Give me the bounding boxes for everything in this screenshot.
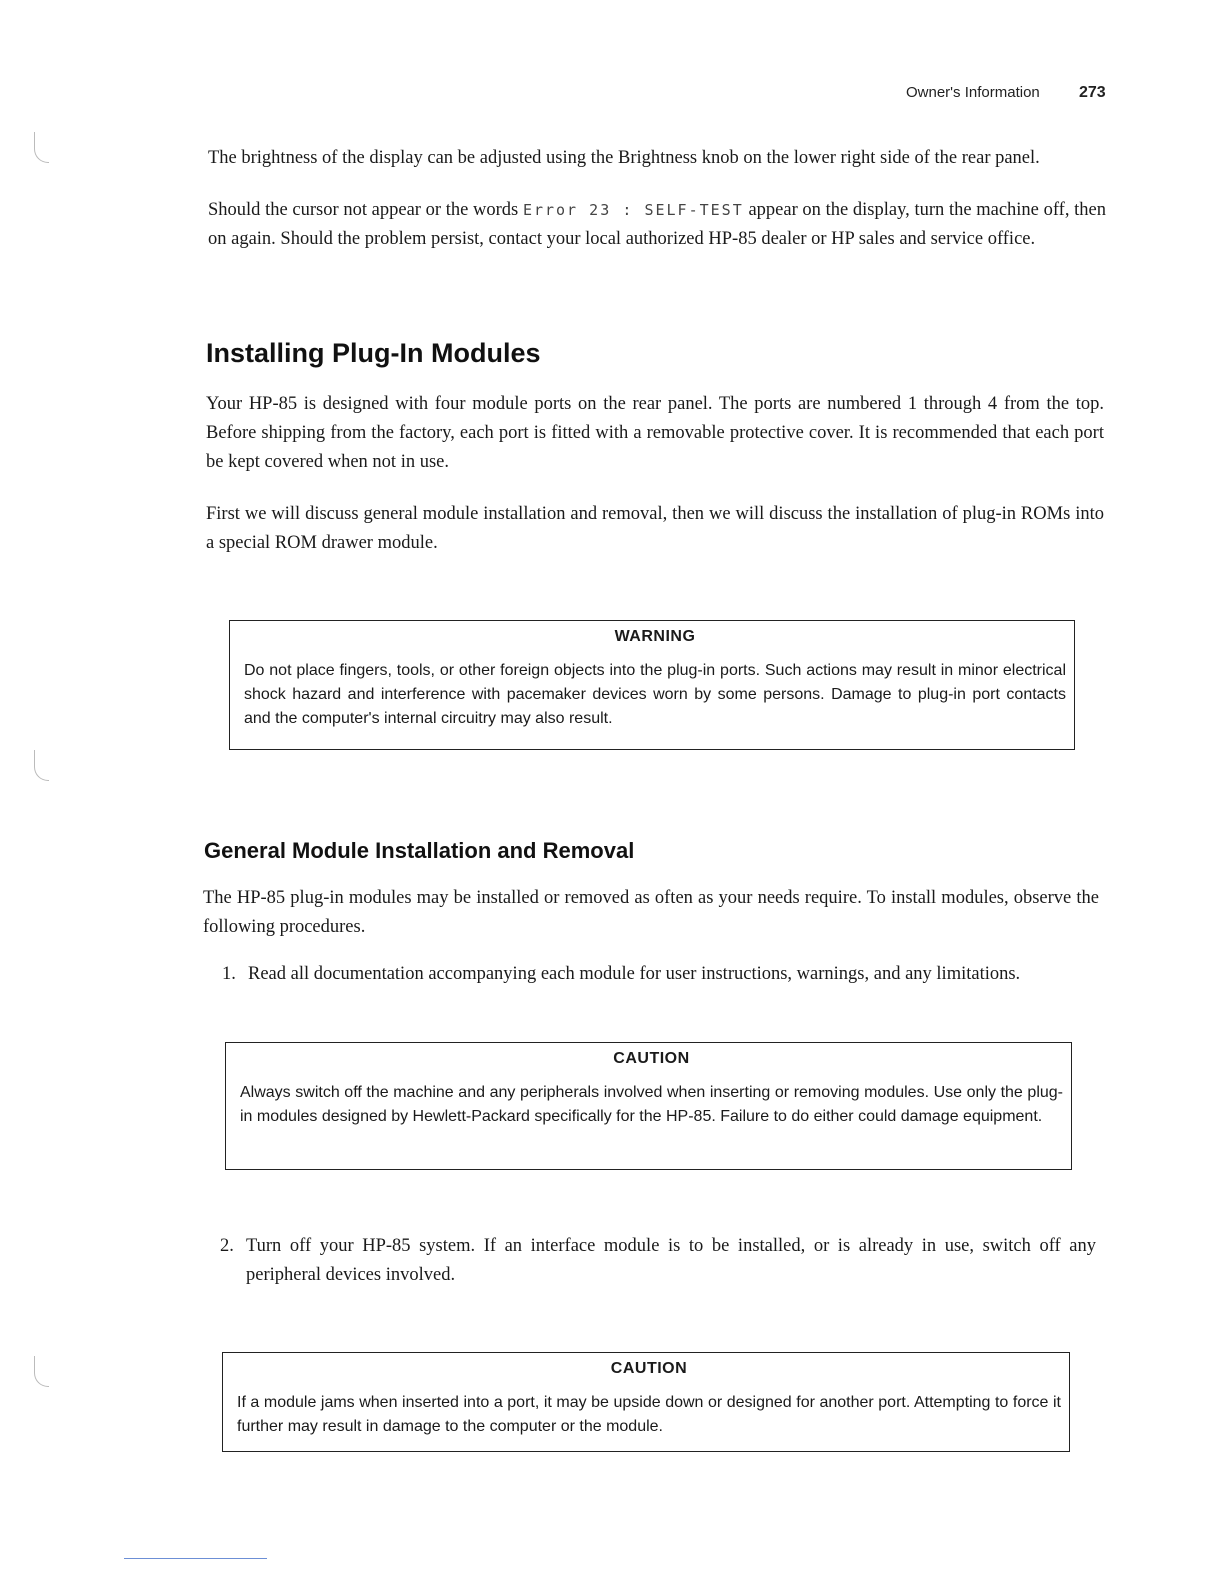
error-text-before: Should the cursor not appear or the words	[208, 200, 523, 220]
list-item-text: Turn off your HP-85 system. If an interface module is to be installed, or is already in use, switch off any peripheral devices involved.	[246, 1236, 1096, 1285]
scan-edge-mark	[34, 1356, 49, 1387]
list-item	[222, 960, 1098, 989]
list-item	[220, 1232, 1096, 1290]
warning-title: WARNING	[614, 628, 696, 645]
caution-body: If a module jams when inserted into a port, it may be upside down or designed for another port. Attempting to force it further may result in damage to the computer or the module.	[237, 1394, 1061, 1435]
list-item-number: 2.	[220, 1236, 234, 1256]
list-item-text: Read all documentation accompanying each module for user instructions, warnings, and any limitations.	[248, 964, 1021, 984]
scan-edge-mark	[34, 750, 49, 781]
general-paragraph: The HP-85 plug-in modules may be installed or removed as often as your needs require. To install modules, observe the following procedures.	[203, 888, 1099, 937]
caution-box	[222, 1352, 1070, 1452]
error-paragraph	[208, 196, 1106, 254]
error-code-display: Error 23 : SELF-TEST	[522, 201, 744, 219]
general-heading: General Module Installation and Removal	[204, 838, 635, 863]
installing-heading: Installing Plug-In Modules	[206, 338, 541, 368]
installing-paragraph-2: First we will discuss general module installation and removal, then we will discuss the installation of plug-in ROMs into a special ROM drawer module.	[206, 504, 1104, 553]
error-text-after: appear on the display, turn the machine off, then on again. Should the problem persist, contact your local authorized HP-85 dealer or HP sales and service office.	[208, 200, 1106, 249]
caution-body: Always switch off the machine and any peripherals involved when inserting or removing modules. Use only the plug-in modules designed by Hewlett-Packard specifically for the HP-85. Failure to do either could damage equipment.	[240, 1084, 1063, 1125]
footer-rule	[124, 1558, 267, 1559]
caution-title: CAUTION	[613, 1050, 690, 1067]
warning-body: Do not place fingers, tools, or other foreign objects into the plug-in ports. Such actions may result in minor electrical shock hazard and interference with pacemaker devices worn by some persons. Damage to plug-in port contacts and the computer's internal circuitry may also result.	[244, 662, 1066, 727]
brightness-paragraph: The brightness of the display can be adjusted using the Brightness knob on the lower right side of the rear panel.	[208, 148, 1040, 168]
installing-paragraph-1: Your HP-85 is designed with four module ports on the rear panel. The ports are numbered 1 through 4 from the top. Before shipping from the factory, each port is fitted with a removable protective cover. It is recommended that each port be kept covered when not in use.	[206, 394, 1104, 472]
caution-box	[225, 1042, 1072, 1170]
page-number: 273	[1079, 84, 1106, 101]
warning-box	[229, 620, 1075, 750]
caution-title: CAUTION	[610, 1360, 688, 1377]
scan-edge-mark	[34, 132, 49, 163]
list-item-number: 1.	[222, 964, 236, 984]
running-header-section: Owner's Information	[906, 84, 1040, 101]
